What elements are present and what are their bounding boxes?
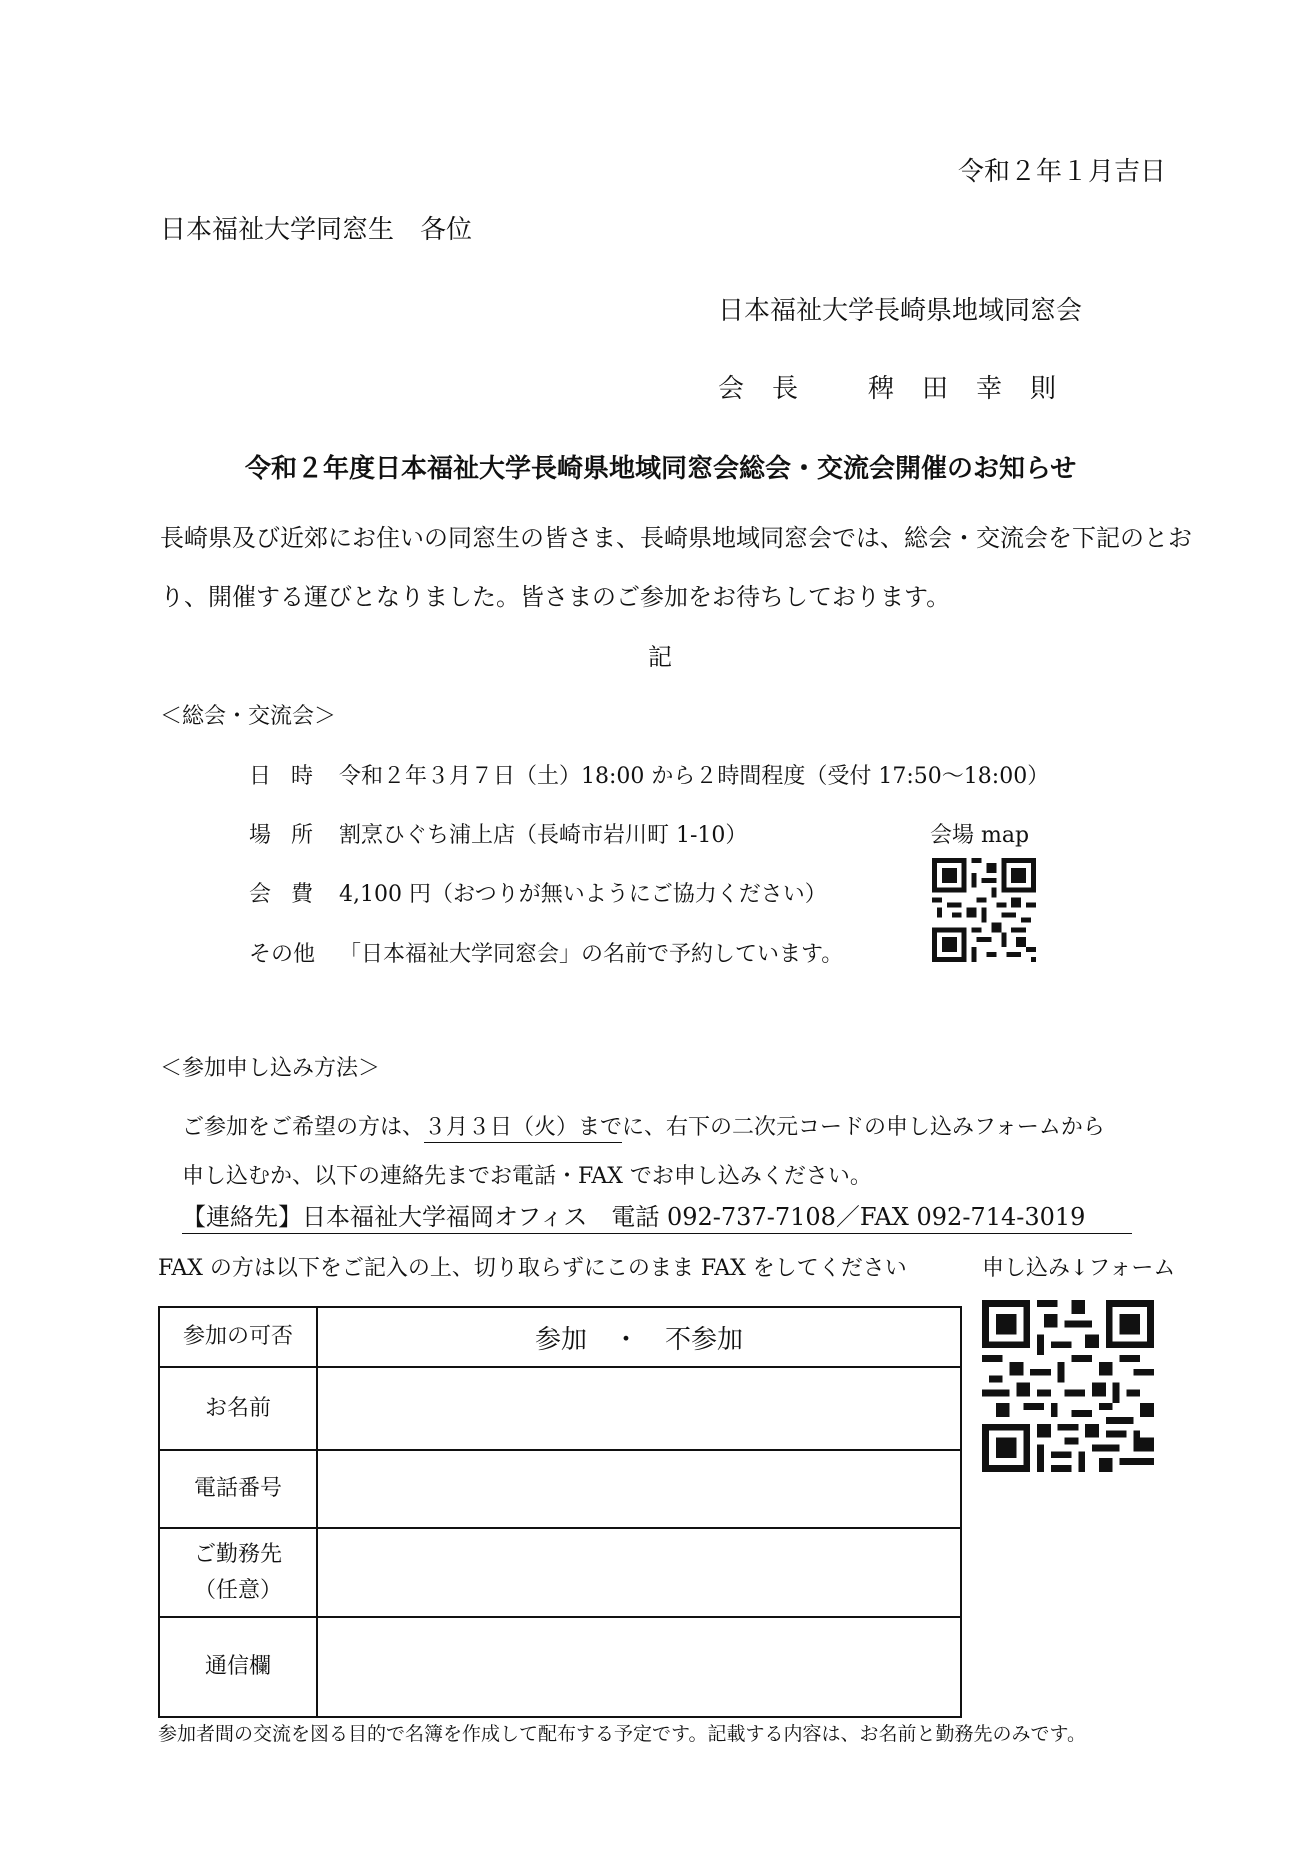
- name-field[interactable]: [317, 1367, 961, 1450]
- apply-line-2: 申し込むか、以下の連絡先までお電話・FAX でお申し込みください。: [182, 1164, 872, 1189]
- form-row-workplace: [159, 1528, 961, 1617]
- application-form-table: [158, 1306, 962, 1718]
- event-row: [249, 823, 747, 849]
- name-label: お名前: [159, 1367, 317, 1450]
- sender-organization: 日本福祉大学長崎県地域同窓会: [718, 296, 1083, 326]
- event-row-label: 会費: [249, 882, 334, 907]
- event-row-value: 「日本福祉大学同窓会」の名前で予約しています。: [339, 942, 844, 967]
- event-row: [249, 764, 1049, 790]
- apply-heading: ＜参加申し込み方法＞: [160, 1056, 381, 1081]
- form-row-attendance: [159, 1307, 961, 1367]
- event-row: [249, 882, 827, 908]
- event-row-value: 割烹ひぐち浦上店（長崎市岩川町 1-10）: [339, 823, 748, 848]
- comments-field[interactable]: [317, 1617, 961, 1717]
- workplace-field[interactable]: [317, 1528, 961, 1617]
- event-row-label: 日時: [249, 764, 334, 789]
- workplace-label: [159, 1528, 317, 1617]
- apply-text: ご参加をご希望の方は、: [182, 1115, 425, 1140]
- form-row-comments: [159, 1617, 961, 1717]
- apply-deadline: ３月３日（火）まで: [424, 1115, 622, 1143]
- apply-line-1: [182, 1115, 1105, 1141]
- contact-info: 【連絡先】日本福祉大学福岡オフィス 電話 092-737-7108／FAX 092-714-3019: [182, 1203, 1132, 1234]
- form-row-phone: [159, 1450, 961, 1528]
- intro-line-2: り、開催する運びとなりました。皆さまのご参加をお待ちしております。: [160, 583, 951, 611]
- apply-text: に、右下の二次元コードの申し込みフォームから: [622, 1115, 1105, 1140]
- event-row-label: 場所: [249, 823, 334, 848]
- map-qr-label: 会場 map: [930, 823, 1030, 848]
- event-row: [249, 942, 843, 968]
- form-qr-label: 申し込み↓フォーム: [982, 1256, 1176, 1281]
- sender-signature: [718, 374, 1084, 404]
- comments-label: 通信欄: [159, 1617, 317, 1717]
- fax-note: FAX の方は以下をご記入の上、切り取らずにこのまま FAX をしてください: [158, 1256, 907, 1281]
- attendance-options[interactable]: 参加 ・ 不参加: [317, 1307, 961, 1367]
- workplace-label-text: ご勤務先: [193, 1541, 282, 1567]
- event-heading: ＜総会・交流会＞: [160, 704, 337, 729]
- document-date: 令和２年１月吉日: [958, 157, 1167, 187]
- sender-title: 会長: [718, 374, 827, 404]
- phone-label: 電話番号: [159, 1450, 317, 1528]
- map-qr-code[interactable]: [932, 858, 1036, 962]
- form-row-name: [159, 1367, 961, 1450]
- sender-name: 稗田幸則: [868, 374, 1085, 404]
- form-qr-code[interactable]: [982, 1300, 1154, 1472]
- page-title: 令和２年度日本福祉大学長崎県地域同窓会総会・交流会開催のお知らせ: [245, 454, 1077, 484]
- intro-line-1: 長崎県及び近郊にお住いの同窓生の皆さま、長崎県地域同窓会では、総会・交流会を下記のとお: [160, 524, 1192, 552]
- event-row-value: 4,100 円（おつりが無いようにご協力ください）: [339, 882, 827, 907]
- workplace-label-note: （任意）: [193, 1577, 282, 1603]
- phone-field[interactable]: [317, 1450, 961, 1528]
- ki-heading: 記: [648, 643, 672, 671]
- event-row-label: その他: [249, 942, 316, 967]
- addressee: 日本福祉大学同窓生 各位: [160, 215, 473, 245]
- footer-note: 参加者間の交流を図る目的で名簿を作成して配布する予定です。記載する内容は、お名前と勤務先のみです。: [158, 1723, 1086, 1745]
- attendance-label: 参加の可否: [159, 1307, 317, 1367]
- event-row-value: 令和２年３月７日（土）18:00 から２時間程度（受付 17:50～18:00）: [339, 764, 1050, 789]
